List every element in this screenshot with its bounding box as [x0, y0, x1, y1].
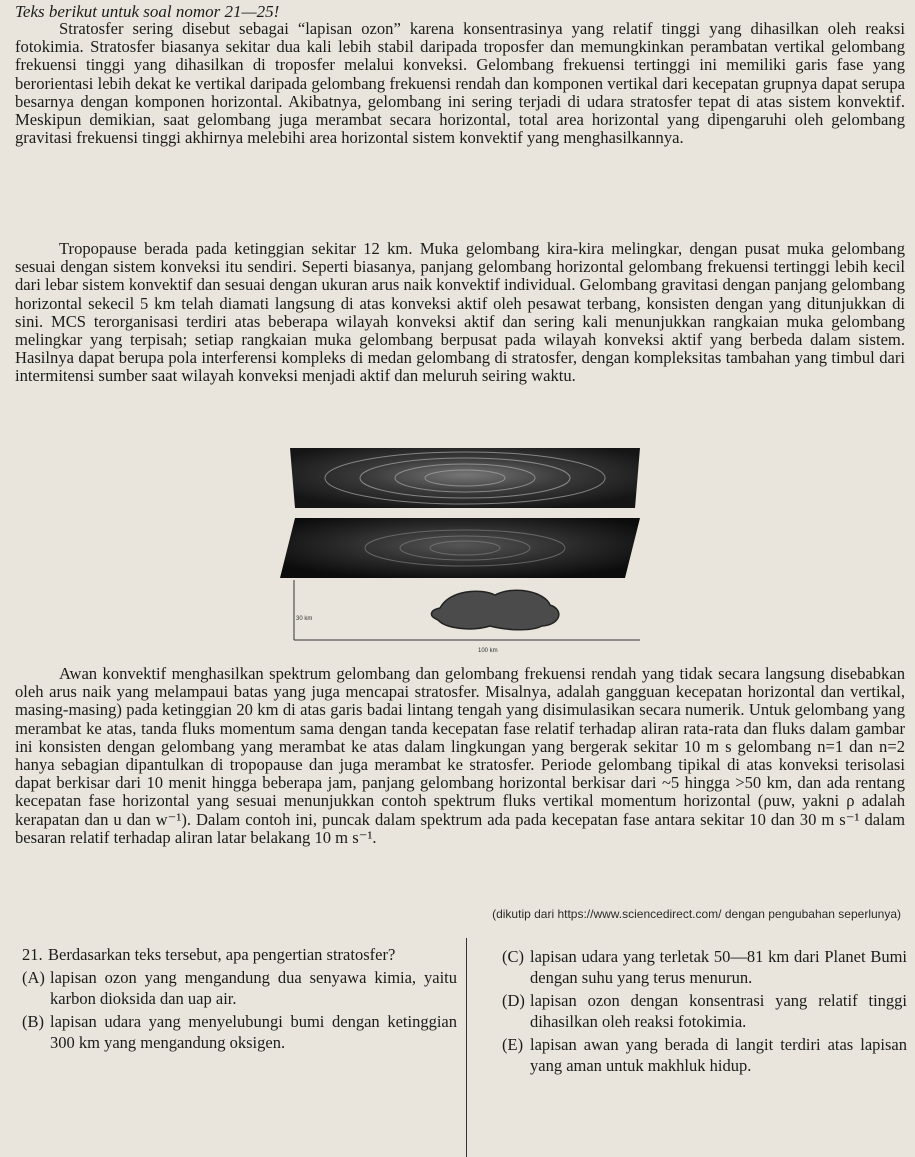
upper-stratosphere-layer [290, 448, 640, 508]
option-letter: (D) [502, 991, 525, 1010]
option-letter: (B) [22, 1012, 44, 1031]
option-text: lapisan ozon yang mengandung dua senyawa kimia, yaitu karbon dioksida dan uap air. [50, 968, 457, 1008]
lower-stratosphere-layer [280, 518, 640, 578]
option-text: lapisan ozon dengan konsentrasi yang relatif tinggi dihasilkan oleh reaksi fotokimia. [530, 991, 907, 1031]
option-letter: (A) [22, 968, 45, 987]
section-heading: Teks berikut untuk soal nomor 21—25! [15, 2, 280, 21]
source-citation: (dikutip dari https://www.sciencedirect.com/ dengan pengubahan seperlunya) [492, 907, 901, 921]
wave-layers-figure [280, 440, 650, 655]
paragraph-2: Tropopause berada pada ketinggian sekitar 12 km. Muka gelombang kira-kira melingkar, dengan pusat muka gelombang sesuai dengan sistem konveksi itu sendiri. Seperti biasanya, panjang gelombang horizontal gelombang frekuensi tertinggi lebih kecil dari lebar sistem konvektif dan sesuai dengan ukuran arus naik konvektif individual. Gelombang gravitasi dengan panjang gelombang horizontal sekecil 5 km telah diamati langsung di atas konveksi aktif oleh pesawat terbang, konsisten dengan yang ditunjukkan di sini. MCS terorganisasi terdiri atas beberapa wilayah konveksi aktif dan sering kali menunjukkan rangkaian muka gelombang melingkar yang terpisah; setiap rangkaian muka gelombang berpusat pada wilayah konveksi aktif yang berbeda dalam sistem. Hasilnya dapat berupa pola interferensi kompleks di medan gelombang di stratosfer, dengan kompleksitas tambahan yang timbul dari intermitensi sumber saat wilayah konveksi menjadi aktif dan meluruh seiring waktu. [15, 239, 905, 386]
option-a[interactable] [22, 967, 457, 1009]
option-b[interactable] [22, 1011, 457, 1053]
question-text: Berdasarkan teks tersebut, apa pengertian stratosfer? [48, 945, 396, 964]
question-number: 21. [22, 945, 43, 964]
option-text: lapisan awan yang berada di langit terdiri atas lapisan yang aman untuk makhluk hidup. [530, 1035, 907, 1075]
option-letter: (E) [502, 1035, 524, 1054]
option-c[interactable] [502, 946, 907, 988]
height-scale-label: 30 km [296, 616, 313, 622]
option-e[interactable] [502, 1034, 907, 1076]
paragraph-1: Stratosfer sering disebut sebagai “lapisan ozon” karena konsentrasinya yang relatif tinggi yang dihasilkan oleh reaksi fotokimia. Stratosfer biasanya sekitar dua kali lebih stabil daripada troposfer dan memungkinkan perambatan vertikal gelombang frekuensi tinggi yang dihasilkan di troposfer melalui konveksi. Gelombang frekuensi tertinggi ini memiliki garis fase yang berorientasi lebih dekat ke vertikal daripada gelombang frekuensi rendah dan komponen vertikal dari kecepatan grupnya dapat serupa besarnya dengan komponen horizontal. Akibatnya, gelombang ini sering terjadi di udara stratosfer tepat di atas sistem konvektif. Meskipun demikian, saat gelombang juga merambat secara horizontal, total area horizontal yang dipengaruhi oleh gelombang gravitasi frekuensi tinggi akhirnya melebihi area horizontal sistem konvektif yang menghasilkannya. [15, 19, 905, 148]
figure-illustration [280, 440, 650, 655]
option-text: lapisan udara yang menyelubungi bumi dengan ketinggian 300 km yang mengandung oksigen. [50, 1012, 457, 1052]
convective-cloud [431, 590, 558, 630]
column-divider [466, 938, 467, 1157]
question-21-right-column [502, 944, 907, 1076]
paragraph-3: Awan konvektif menghasilkan spektrum gelombang dan gelombang frekuensi rendah yang tidak secara langsung disebabkan oleh arus naik yang melampaui batas yang juga mencapai stratosfer. Misalnya, adalah gangguan kecepatan horizontal dan vertikal, masing-masing) pada ketinggian 20 km di atas garis badai lintang tengah yang disimulasikan secara numerik. Untuk gelombang yang merambat ke atas, tanda fluks momentum sama dengan tanda kecepatan fase relatif terhadap aliran rata-rata dan fluks dalam gambar ini konsisten dengan gelombang yang merambat ke atas dalam lingkungan yang bergerak sekitar 10 m s gelombang n=1 dan n=2 hanya sebagian dipantulkan di tropopause dan juga merambat ke stratosfer. Periode gelombang tipikal di atas konveksi terisolasi dapat berkisar dari 10 menit hingga beberapa jam, panjang gelombang horizontal berkisar dari ~5 hingga >50 km, dan ada rentang kecepatan fase horizontal yang sesuai menunjukkan contoh spektrum fluks vertikal momentum horizontal (ρuw, yakni ρ adalah kerapatan dan u dan w⁻¹). Dalam contoh ini, puncak dalam spektrum ada pada kecepatan fase antara sekitar 10 dan 30 m s⁻¹ dalam besaran relatif terhadap aliran latar belakang 10 m s⁻¹. [15, 664, 905, 847]
option-d[interactable] [502, 990, 907, 1032]
question-stem [22, 944, 457, 965]
width-scale-label: 100 km [478, 648, 498, 654]
option-text: lapisan udara yang terletak 50—81 km dari Planet Bumi dengan suhu yang terus menurun. [530, 947, 907, 987]
option-letter: (C) [502, 947, 524, 966]
question-21-left-column [22, 944, 457, 1053]
